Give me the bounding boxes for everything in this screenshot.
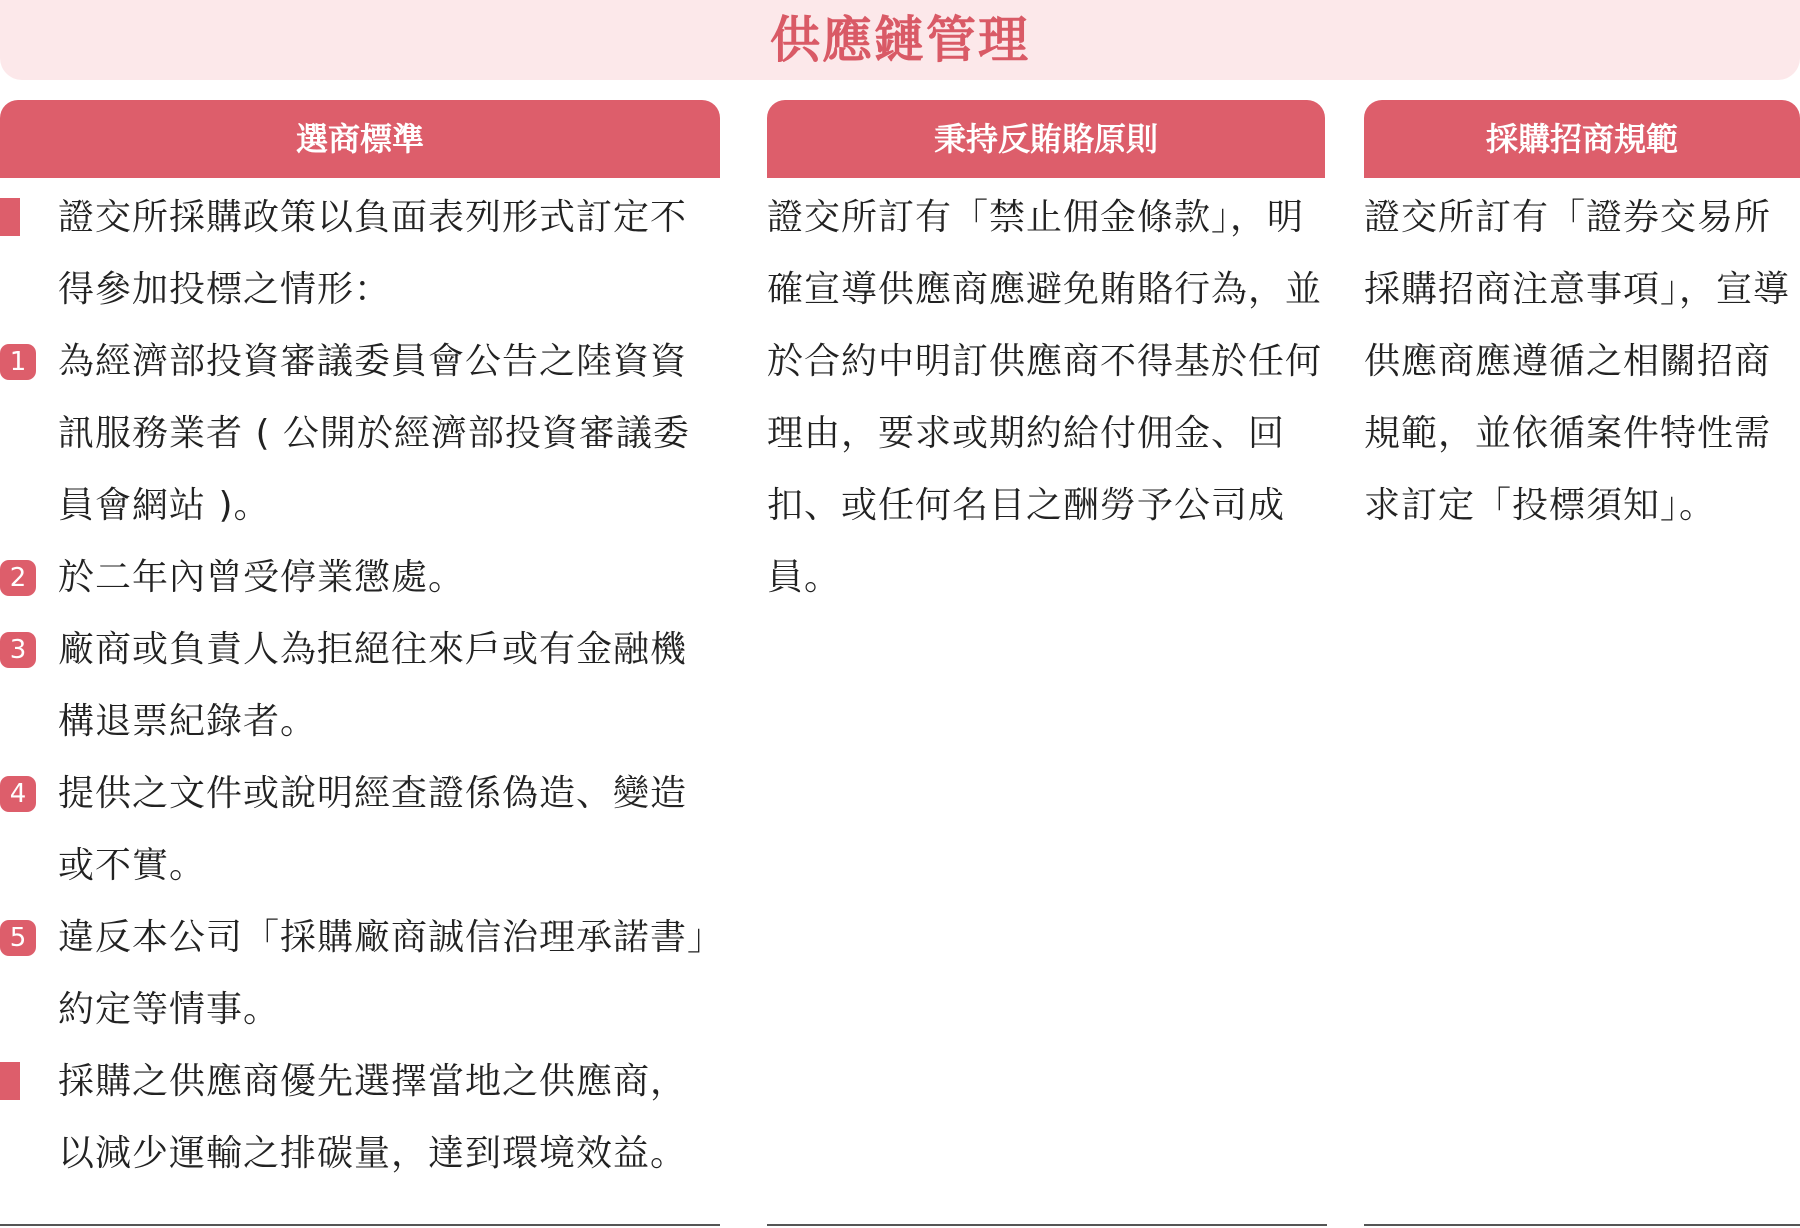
column-header: 秉持反賄賂原則: [767, 100, 1325, 178]
list-item: [0, 758, 720, 902]
page-title: 供應鏈管理: [770, 11, 1030, 69]
list-item: [0, 182, 720, 326]
column-header: 選商標準: [0, 100, 720, 178]
list-item: [0, 1046, 720, 1190]
divider-line: [0, 1224, 720, 1226]
list-item-text: 違反本公司「採購廠商誠信治理承諾書」約定等情事。: [58, 917, 707, 1030]
column-header: 採購招商規範: [1364, 100, 1800, 178]
list-item: [0, 902, 720, 1046]
list-item-text: 廠商或負責人為拒絕往來戶或有金融機構退票紀錄者。: [58, 629, 688, 742]
number-badge: 2: [0, 560, 36, 596]
column-paragraph: 證交所訂有「禁止佣金條款」，明確宣導供應商應避免賄賂行為，並於合約中明訂供應商不得基於任何理由，要求或期約給付佣金、回扣、或任何名目之酬勞予公司成員。: [767, 197, 1323, 598]
column-paragraph: 證交所訂有「證券交易所採購招商注意事項」，宣導供應商應遵循之相關招商規範，並依循案件特性需求訂定「投標須知」。: [1364, 197, 1791, 526]
list-item-text: 於二年內曾受停業懲處。: [58, 557, 466, 598]
number-badge: 5: [0, 920, 36, 956]
number-badge: 1: [0, 344, 36, 380]
title-banner: [0, 0, 1800, 80]
list-item: [0, 542, 720, 614]
bullet-bar-icon: [0, 1062, 20, 1100]
column-anti-bribery: [767, 100, 1325, 614]
column-body: [1364, 182, 1800, 542]
divider-line: [767, 1224, 1327, 1226]
column-procurement-rules: [1364, 100, 1800, 542]
column-selection-criteria: [0, 100, 720, 1190]
list-item: [0, 326, 720, 542]
column-body: [767, 182, 1325, 614]
number-badge: 3: [0, 632, 36, 668]
bullet-bar-icon: [0, 198, 20, 236]
list-item-text: 提供之文件或說明經查證係偽造、變造或不實。: [58, 773, 688, 886]
list-item: [0, 614, 720, 758]
column-body: [0, 182, 720, 1190]
divider-line: [1364, 1224, 1800, 1226]
list-item-text: 採購之供應商優先選擇當地之供應商，以減少運輸之排碳量，達到環境效益。: [58, 1061, 688, 1174]
list-item-text: 證交所採購政策以負面表列形式訂定不得參加投標之情形：: [58, 197, 688, 310]
number-badge: 4: [0, 776, 36, 812]
list-item-text: 為經濟部投資審議委員會公告之陸資資訊服務業者 ( 公開於經濟部投資審議委員會網站 )。: [58, 341, 690, 526]
